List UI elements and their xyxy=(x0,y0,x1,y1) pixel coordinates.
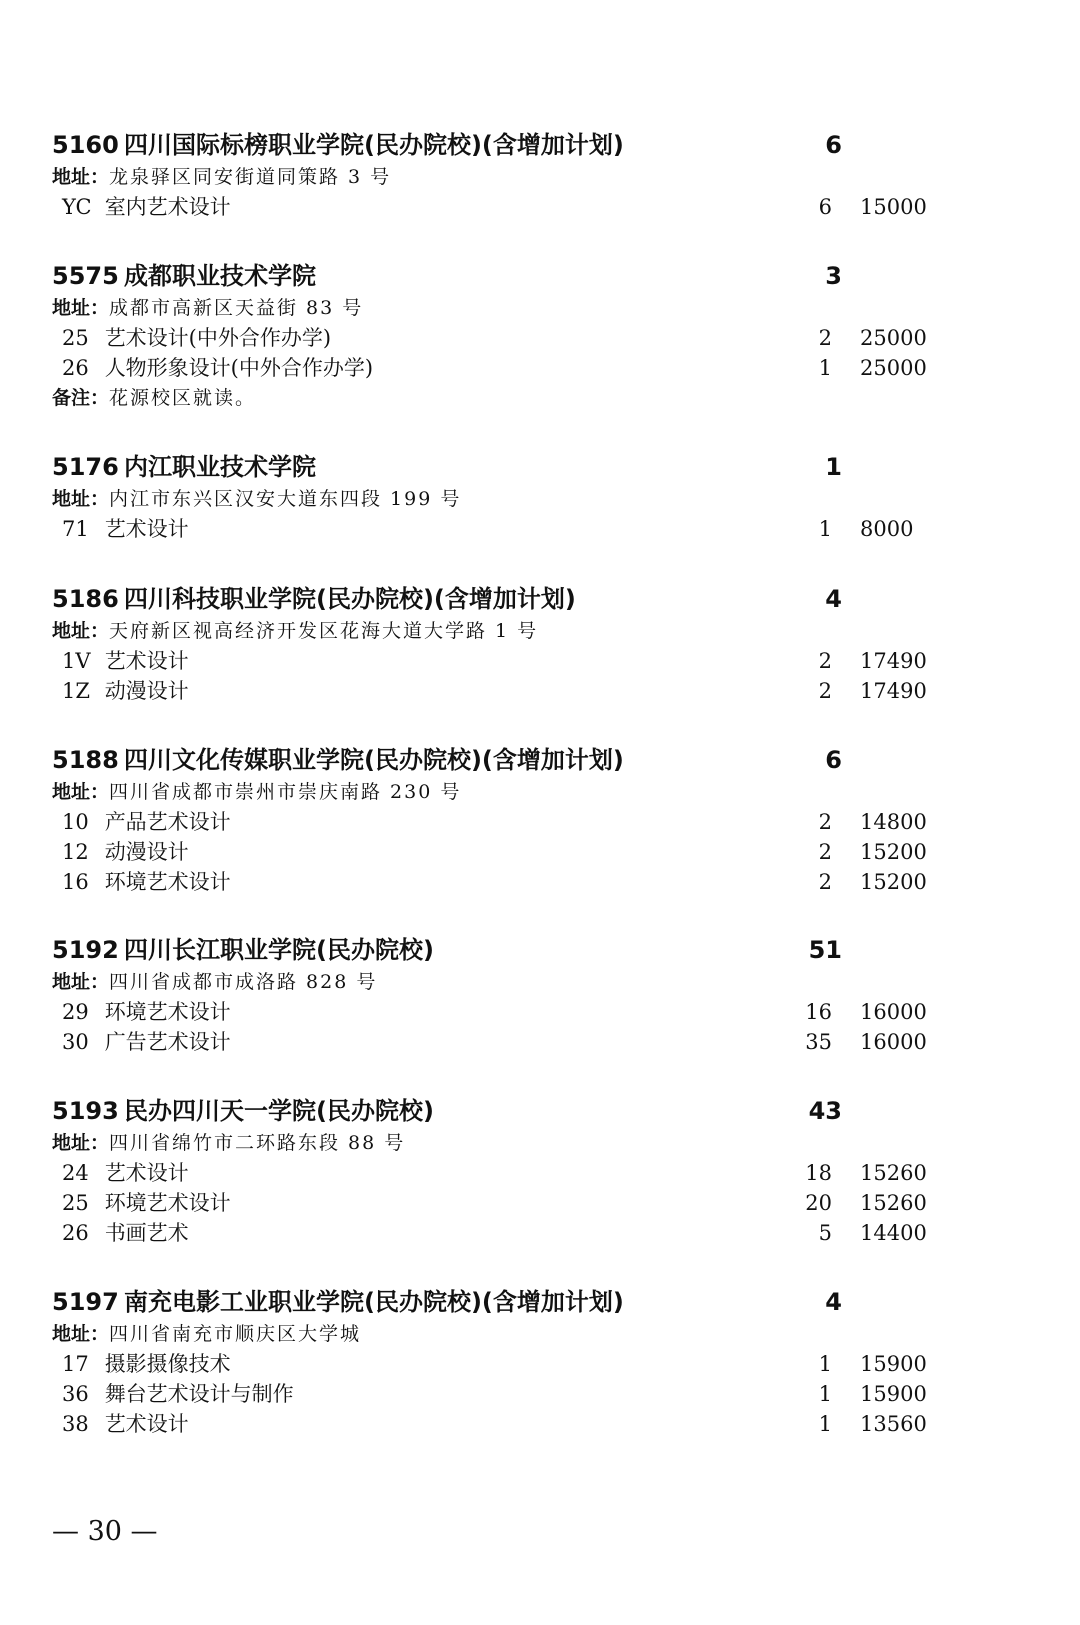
school-code: 5193 xyxy=(52,1097,119,1125)
address-text: 四川省绵竹市二环路东段 88 号 xyxy=(109,1132,406,1154)
major-row xyxy=(52,323,1012,353)
major-name: 艺术设计 xyxy=(104,649,189,673)
major-code: 24 xyxy=(62,1161,89,1185)
major-code: 26 xyxy=(62,356,89,380)
major-row xyxy=(52,646,1012,676)
address-text: 四川省南充市顺庆区大学城 xyxy=(109,1323,362,1345)
school-address xyxy=(52,1319,1012,1349)
major-code: 36 xyxy=(62,1382,89,1406)
major-fee: 15900 xyxy=(860,1382,927,1406)
major-name: 艺术设计 xyxy=(104,517,189,541)
major-name: 产品艺术设计 xyxy=(104,810,231,834)
major-fee: 8000 xyxy=(860,517,914,541)
major-name: 环境艺术设计 xyxy=(104,870,231,894)
address-text: 天府新区视高经济开发区花海大道大学路 1 号 xyxy=(109,620,539,642)
address-text: 成都市高新区天益街 83 号 xyxy=(109,297,364,319)
address-label: 地址： xyxy=(52,1323,110,1345)
note-label: 备注： xyxy=(52,387,110,409)
address-label: 地址： xyxy=(52,971,110,993)
major-row xyxy=(52,867,1012,897)
major-code: 25 xyxy=(62,326,89,350)
major-row xyxy=(52,807,1012,837)
major-count: 1 xyxy=(818,356,832,380)
school-header xyxy=(52,1094,1012,1128)
school-block xyxy=(52,450,1012,544)
school-code: 5186 xyxy=(52,585,119,613)
major-fee: 17490 xyxy=(860,679,927,703)
major-fee: 25000 xyxy=(860,356,927,380)
major-row xyxy=(52,997,1012,1027)
school-total: 6 xyxy=(825,746,842,774)
major-fee: 15260 xyxy=(860,1161,927,1185)
school-name: 四川科技职业学院(民办院校)(含增加计划) xyxy=(124,585,576,613)
school-address xyxy=(52,967,1012,997)
address-text: 龙泉驿区同安街道同策路 3 号 xyxy=(109,166,392,188)
major-count: 5 xyxy=(818,1221,832,1245)
school-code: 5188 xyxy=(52,746,119,774)
school-code: 5192 xyxy=(52,936,119,964)
major-fee: 17490 xyxy=(860,649,927,673)
school-note xyxy=(52,383,1012,413)
school-block xyxy=(52,1094,1012,1248)
major-row xyxy=(52,1409,1012,1439)
school-block xyxy=(52,1285,1012,1439)
address-text: 内江市东兴区汉安大道东四段 199 号 xyxy=(109,488,462,510)
major-fee: 16000 xyxy=(860,1030,927,1054)
major-name: 室内艺术设计 xyxy=(104,195,231,219)
school-name: 民办四川天一学院(民办院校) xyxy=(124,1097,434,1125)
major-fee: 15000 xyxy=(860,195,927,219)
major-fee: 15900 xyxy=(860,1352,927,1376)
address-label: 地址： xyxy=(52,620,110,642)
major-row xyxy=(52,676,1012,706)
school-total: 6 xyxy=(825,131,842,159)
major-code: 12 xyxy=(62,840,89,864)
major-count: 1 xyxy=(818,1382,832,1406)
major-count: 2 xyxy=(818,679,832,703)
major-row xyxy=(52,1158,1012,1188)
major-row xyxy=(52,1349,1012,1379)
major-count: 2 xyxy=(818,840,832,864)
major-count: 2 xyxy=(818,870,832,894)
major-row xyxy=(52,1379,1012,1409)
major-name: 书画艺术 xyxy=(104,1221,189,1245)
major-code: YC xyxy=(62,195,92,219)
address-label: 地址： xyxy=(52,1132,110,1154)
school-block xyxy=(52,259,1012,413)
major-count: 1 xyxy=(818,1412,832,1436)
school-address xyxy=(52,1128,1012,1158)
major-name: 环境艺术设计 xyxy=(104,1191,231,1215)
major-name: 环境艺术设计 xyxy=(104,1000,231,1024)
major-name: 动漫设计 xyxy=(104,840,189,864)
school-code: 5176 xyxy=(52,453,119,481)
major-count: 2 xyxy=(818,649,832,673)
school-header xyxy=(52,933,1012,967)
major-code: 29 xyxy=(62,1000,89,1024)
major-code: 1Z xyxy=(62,679,90,703)
major-code: 71 xyxy=(62,517,89,541)
major-fee: 14800 xyxy=(860,810,927,834)
major-row xyxy=(52,353,1012,383)
school-address xyxy=(52,616,1012,646)
major-code: 16 xyxy=(62,870,89,894)
school-address xyxy=(52,293,1012,323)
major-count: 1 xyxy=(818,517,832,541)
school-block xyxy=(52,933,1012,1057)
major-fee: 15260 xyxy=(860,1191,927,1215)
major-count: 2 xyxy=(818,326,832,350)
major-row xyxy=(52,837,1012,867)
major-row xyxy=(52,1218,1012,1248)
school-header xyxy=(52,128,1012,162)
school-header xyxy=(52,259,1012,293)
major-name: 广告艺术设计 xyxy=(104,1030,231,1054)
major-fee: 15200 xyxy=(860,840,927,864)
school-name: 四川国际标榜职业学院(民办院校)(含增加计划) xyxy=(124,131,624,159)
major-code: 17 xyxy=(62,1352,89,1376)
school-header xyxy=(52,743,1012,777)
address-text: 四川省成都市崇州市崇庆南路 230 号 xyxy=(109,781,462,803)
school-block xyxy=(52,743,1012,897)
school-total: 3 xyxy=(825,262,842,290)
school-block xyxy=(52,582,1012,706)
school-code: 5575 xyxy=(52,262,119,290)
school-code: 5160 xyxy=(52,131,119,159)
major-fee: 25000 xyxy=(860,326,927,350)
school-name: 南充电影工业职业学院(民办院校)(含增加计划) xyxy=(124,1288,624,1316)
major-row xyxy=(52,1188,1012,1218)
major-name: 摄影摄像技术 xyxy=(104,1352,231,1376)
major-code: 38 xyxy=(62,1412,89,1436)
address-label: 地址： xyxy=(52,781,110,803)
major-code: 30 xyxy=(62,1030,89,1054)
major-fee: 16000 xyxy=(860,1000,927,1024)
school-header xyxy=(52,1285,1012,1319)
major-row xyxy=(52,192,1012,222)
school-name: 四川长江职业学院(民办院校) xyxy=(124,936,434,964)
major-count: 1 xyxy=(818,1352,832,1376)
major-fee: 14400 xyxy=(860,1221,927,1245)
major-row xyxy=(52,514,1012,544)
major-fee: 15200 xyxy=(860,870,927,894)
school-name: 内江职业技术学院 xyxy=(124,453,316,481)
major-name: 人物形象设计(中外合作办学) xyxy=(104,356,374,380)
major-name: 舞台艺术设计与制作 xyxy=(104,1382,294,1406)
school-address xyxy=(52,777,1012,807)
major-name: 艺术设计(中外合作办学) xyxy=(104,326,332,350)
major-row xyxy=(52,1027,1012,1057)
school-name: 四川文化传媒职业学院(民办院校)(含增加计划) xyxy=(124,746,624,774)
school-name: 成都职业技术学院 xyxy=(124,262,316,290)
school-address xyxy=(52,484,1012,514)
major-name: 艺术设计 xyxy=(104,1412,189,1436)
school-total: 4 xyxy=(825,585,842,613)
school-total: 51 xyxy=(808,936,842,964)
major-code: 25 xyxy=(62,1191,89,1215)
school-code: 5197 xyxy=(52,1288,119,1316)
school-total: 4 xyxy=(825,1288,842,1316)
major-code: 10 xyxy=(62,810,89,834)
major-code: 26 xyxy=(62,1221,89,1245)
major-count: 20 xyxy=(805,1191,832,1215)
school-address xyxy=(52,162,1012,192)
school-total: 43 xyxy=(808,1097,842,1125)
school-header xyxy=(52,450,1012,484)
major-name: 动漫设计 xyxy=(104,679,189,703)
address-text: 四川省成都市成洛路 828 号 xyxy=(109,971,378,993)
major-count: 18 xyxy=(805,1161,832,1185)
page-number: — 30 — xyxy=(52,1516,158,1547)
major-fee: 13560 xyxy=(860,1412,927,1436)
school-header xyxy=(52,582,1012,616)
major-count: 2 xyxy=(818,810,832,834)
major-code: 1V xyxy=(62,649,91,673)
note-text: 花源校区就读。 xyxy=(109,387,257,409)
major-count: 6 xyxy=(818,195,832,219)
major-count: 16 xyxy=(805,1000,832,1024)
school-block xyxy=(52,128,1012,222)
address-label: 地址： xyxy=(52,488,110,510)
address-label: 地址： xyxy=(52,166,110,188)
school-total: 1 xyxy=(825,453,842,481)
major-name: 艺术设计 xyxy=(104,1161,189,1185)
address-label: 地址： xyxy=(52,297,110,319)
major-count: 35 xyxy=(805,1030,832,1054)
